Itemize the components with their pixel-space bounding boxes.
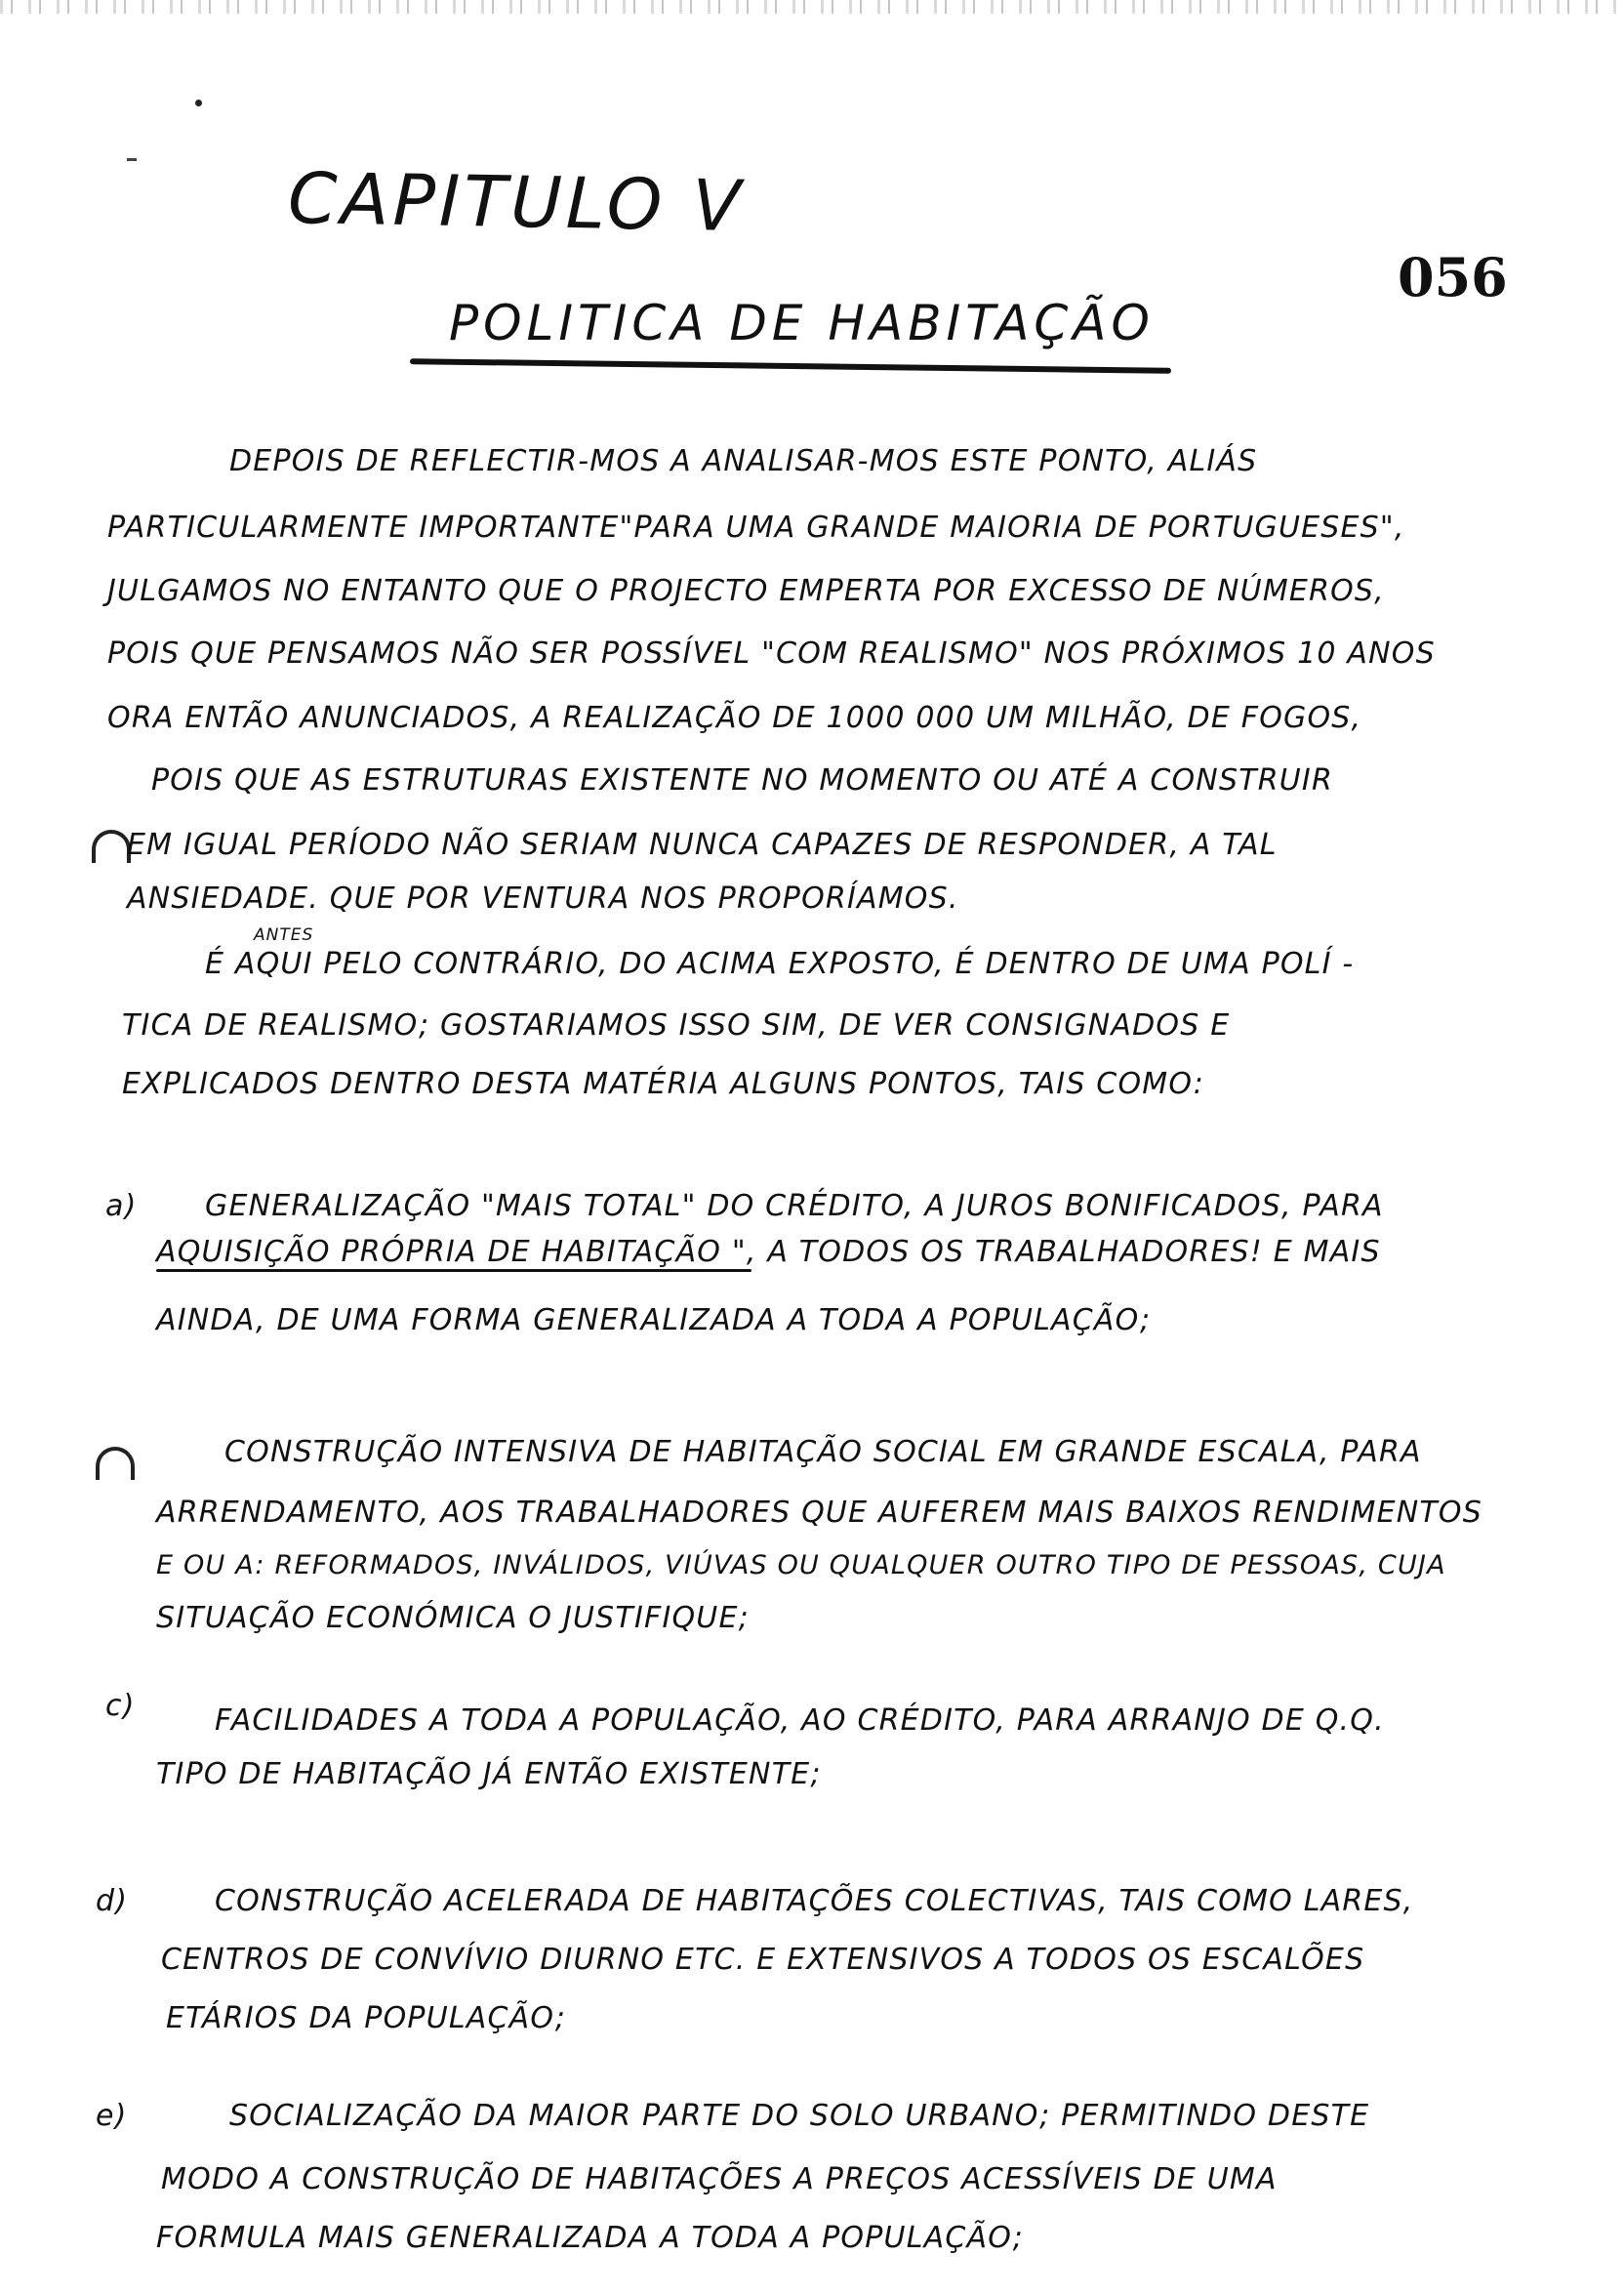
page-number: 056 [1398,246,1508,308]
item-a-label: a) [105,1189,138,1223]
scan-edge-noise [0,0,1624,14]
item-a-line2: AQUISIÇÃO PRÓPRIA DE HABITAÇÃO ", A TODOS OS TRABALHADORES! E MAIS [156,1235,1381,1269]
paragraph2-line3: EXPLICADOS DENTRO DESTA MATÉRIA ALGUNS PONTOS, TAIS COMO: [122,1067,1205,1101]
paragraph1-line1: DEPOIS DE REFLECTIR-MOS A ANALISAR-MOS ESTE PONTO, ALIÁS [229,444,1258,478]
margin-mark [92,830,131,863]
margin-mark [96,1447,135,1480]
item-e-label: e) [96,2099,128,2133]
item-a-line1: GENERALIZAÇÃO "MAIS TOTAL" DO CRÉDITO, A JUROS BONIFICADOS, PARA [205,1189,1384,1223]
item-c-line2: TIPO DE HABITAÇÃO JÁ ENTÃO EXISTENTE; [156,1757,822,1791]
item-b-line3: E OU A: REFORMADOS, INVÁLIDOS, VIÚVAS OU QUALQUER OUTRO TIPO DE PESSOAS, CUJA [156,1550,1446,1580]
item-d-line1: CONSTRUÇÃO ACELERADA DE HABITAÇÕES COLECTIVAS, TAIS COMO LARES, [215,1884,1414,1918]
paragraph1-line3: JULGAMOS NO ENTANTO QUE O PROJECTO EMPERTA POR EXCESSO DE NÚMEROS, [107,574,1385,608]
section-title: POLITICA DE HABITAÇÃO [449,295,1155,351]
paragraph1-line5: ORA ENTÃO ANUNCIADOS, A REALIZAÇÃO DE 1000 000 UM MILHÃO, DE FOGOS, [107,701,1362,735]
item-e-line3: FORMULA MAIS GENERALIZADA A TODA A POPULAÇÃO; [156,2221,1024,2255]
paragraph1-line6: POIS QUE AS ESTRUTURAS EXISTENTE NO MOMENTO OU ATÉ A CONSTRUIR [151,763,1334,798]
item-c-line1: FACILIDADES A TODA A POPULAÇÃO, AO CRÉDITO, PARA ARRANJO DE Q.Q. [215,1703,1385,1738]
paragraph2-line2: TICA DE REALISMO; GOSTARIAMOS ISSO SIM, DE VER CONSIGNADOS E [122,1008,1231,1043]
item-d-line2: CENTROS DE CONVÍVIO DIURNO ETC. E EXTENSIVOS A TODOS OS ESCALÕES [161,1943,1365,1977]
paragraph1-line8: ANSIEDADE. QUE POR VENTURA NOS PROPORÍAMOS. [127,882,959,916]
paragraph2-insert: ANTES [254,925,314,945]
item-b-line2: ARRENDAMENTO, AOS TRABALHADORES QUE AUFEREM MAIS BAIXOS RENDIMENTOS [156,1496,1482,1530]
item-e-line1: SOCIALIZAÇÃO DA MAIOR PARTE DO SOLO URBANO; PERMITINDO DESTE [229,2099,1370,2133]
paragraph2-line1: É AQUI PELO CONTRÁRIO, DO ACIMA EXPOSTO, É DENTRO DE UMA POLÍ - [205,947,1355,981]
paragraph1-line2: PARTICULARMENTE IMPORTANTE"PARA UMA GRANDE MAIORIA DE PORTUGUESES", [107,511,1405,545]
item-c-label: c) [105,1689,136,1723]
item-d-label: d) [96,1884,129,1918]
item-e-line2: MODO A CONSTRUÇÃO DE HABITAÇÕES A PREÇOS ACESSÍVEIS DE UMA [161,2162,1278,2196]
item-a-underline [156,1269,751,1272]
paragraph1-line7: EM IGUAL PERÍODO NÃO SERIAM NUNCA CAPAZES DE RESPONDER, A TAL [127,828,1278,862]
chapter-title: CAPITULO V [287,156,746,248]
item-d-line3: ETÁRIOS DA POPULAÇÃO; [166,2001,567,2035]
section-title-underline [410,358,1171,374]
item-b-line1: CONSTRUÇÃO INTENSIVA DE HABITAÇÃO SOCIAL EM GRANDE ESCALA, PARA [224,1435,1422,1469]
ink-dot [195,100,202,106]
item-a-line3: AINDA, DE UMA FORMA GENERALIZADA A TODA A POPULAÇÃO; [156,1303,1152,1337]
ink-tick [127,158,137,161]
paragraph1-line4: POIS QUE PENSAMOS NÃO SER POSSÍVEL "COM REALISMO" NOS PRÓXIMOS 10 ANOS [107,636,1436,671]
item-b-line4: SITUAÇÃO ECONÓMICA O JUSTIFIQUE; [156,1601,750,1635]
